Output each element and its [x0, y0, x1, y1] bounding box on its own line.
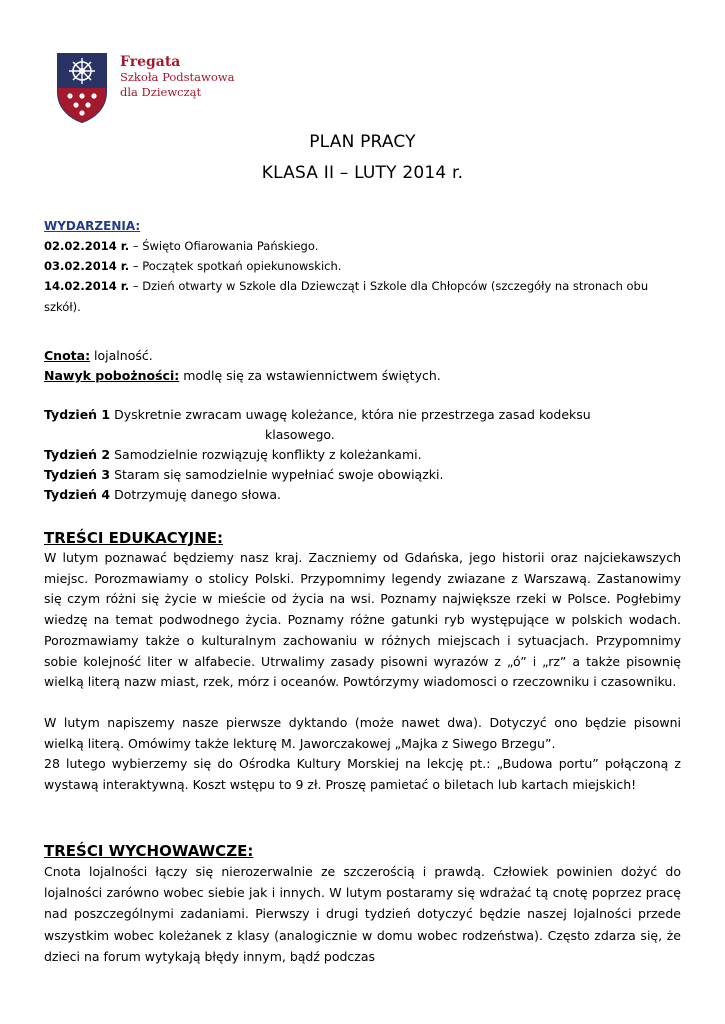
week-label: Tydzień 4 — [44, 487, 111, 502]
logo-text — [120, 54, 234, 100]
event-date: 03.02.2014 r. — [44, 259, 130, 273]
event-item — [44, 276, 684, 318]
event-item — [44, 236, 684, 256]
logo-name: Fregata — [120, 54, 181, 70]
upbringing-heading: TREŚCI WYCHOWAWCZE: — [44, 842, 254, 860]
events-section — [44, 216, 684, 318]
event-date: 02.02.2014 r. — [44, 239, 130, 253]
shield-icon — [56, 52, 108, 124]
week-text: Samodzielnie rozwiązuję konflikty z koleżankami. — [110, 447, 422, 462]
virtue-value: lojalność. — [90, 348, 153, 363]
week-text: Staram się samodzielnie wypełniać swoje obowiązki. — [110, 467, 444, 482]
week-item — [44, 405, 684, 425]
logo-subtitle-line1: Szkoła Podstawowa — [120, 70, 235, 84]
education-paragraph-2: W lutym napiszemy nasze pierwsze dyktando (może nawet dwa). Dotyczyć ono będzie pisowni wielką literą. Omówimy także lekturę M. Jaworczakowej „Majka z Siwego Brzegu”. — [44, 715, 681, 751]
education-heading: TREŚCI EDUKACYJNE: — [44, 529, 224, 547]
habit-value: modlę się za wstawiennictwem świętych. — [179, 368, 441, 383]
event-date: 14.02.2014 r. — [44, 279, 130, 293]
week-item — [44, 485, 684, 505]
week-text-continued: klasowego. — [265, 427, 335, 442]
upbringing-paragraph-1: Cnota lojalności łączy się nierozerwalnie ze szczerością i prawdą. Człowiek powinien dożyć do lojalności zarówno wobec siebie jak i innych. W lutym postaramy się wdrażać tą cnotę poprzez pracę nad poszczególnymi zadaniami. Pierwszy i drugi tydzień dotyczyć będzie naszej lojalności przede wszystkim wobec koleżanek z klasy (analogicznie w domu wobec rodzeństwa). Często zdarza się, że dzieci na forum wytykają błędy innym, bądź podczas — [44, 864, 681, 964]
habit-line — [44, 366, 441, 386]
virtue-line — [44, 346, 441, 366]
week-label: Tydzień 1 — [44, 407, 111, 422]
week-text: Dotrzymuję danego słowa. — [110, 487, 281, 502]
event-item — [44, 256, 684, 276]
event-text: – Dzień otwarty w Szkole dla Dziewcząt i Szkole dla Chłopców (szczegóły na stronach obu szkół). — [44, 279, 649, 314]
week-item — [44, 445, 684, 465]
week-label: Tydzień 2 — [44, 447, 111, 462]
page-subtitle: KLASA II – LUTY 2014 r. — [261, 163, 464, 183]
habit-label: Nawyk pobożności: — [44, 368, 180, 383]
weeks-list — [44, 405, 684, 505]
education-paragraph-3: 28 lutego wybierzemy się do Ośrodka Kultury Morskiej na lekcję pt.: „Budowa portu” połączoną z wystawą interaktywną. Koszt wstępu to 9 zł. Proszę pamietać o biletach lub kartach miejskich! — [44, 756, 681, 792]
education-paragraph-1: W lutym poznawać będziemy nasz kraj. Zaczniemy od Gdańska, jego historii oraz najciekawszych miejsc. Porozmawiamy o stolicy Polski. Przypomnimy legendy zwiazane z Warszawą. Zastanowimy się czym różni się życie w mieście od życia na wsi. Poznamy największe rzeki w Polsce. Pogłebimy wiedzę na temat podwodnego życia. Poznamy różne gatunki ryb występujące w polskich wodach. Porozmawiamy także o kulturalnym zachowaniu w różnych miejscach i sytuacjach. Przypomnimy sobie kolejność liter w alfabecie. Utrwalimy zasady pisowni wyrazów z „ó” i „rz” a także pisownię wielką literą nazw miast, rzek, mórz i oceanów. Powtórzymy wiadomosci o rzeczowniku i czasowniku. — [44, 550, 681, 690]
events-heading: WYDARZENIA: — [44, 219, 141, 233]
week-text: Dyskretnie zwracam uwagę koleżance, która nie przestrzega zasad kodeksu — [110, 407, 591, 422]
event-text: – Początek spotkań opiekunowskich. — [129, 259, 342, 273]
week-item — [44, 465, 684, 485]
event-text: – Święto Ofiarowania Pańskiego. — [129, 239, 319, 253]
week-label: Tydzień 3 — [44, 467, 111, 482]
school-logo — [56, 52, 246, 127]
logo-subtitle-line2: dla Dziewcząt — [120, 85, 202, 99]
page-title: PLAN PRACY — [309, 132, 416, 152]
virtue-block — [44, 346, 441, 386]
virtue-label: Cnota: — [44, 348, 91, 363]
